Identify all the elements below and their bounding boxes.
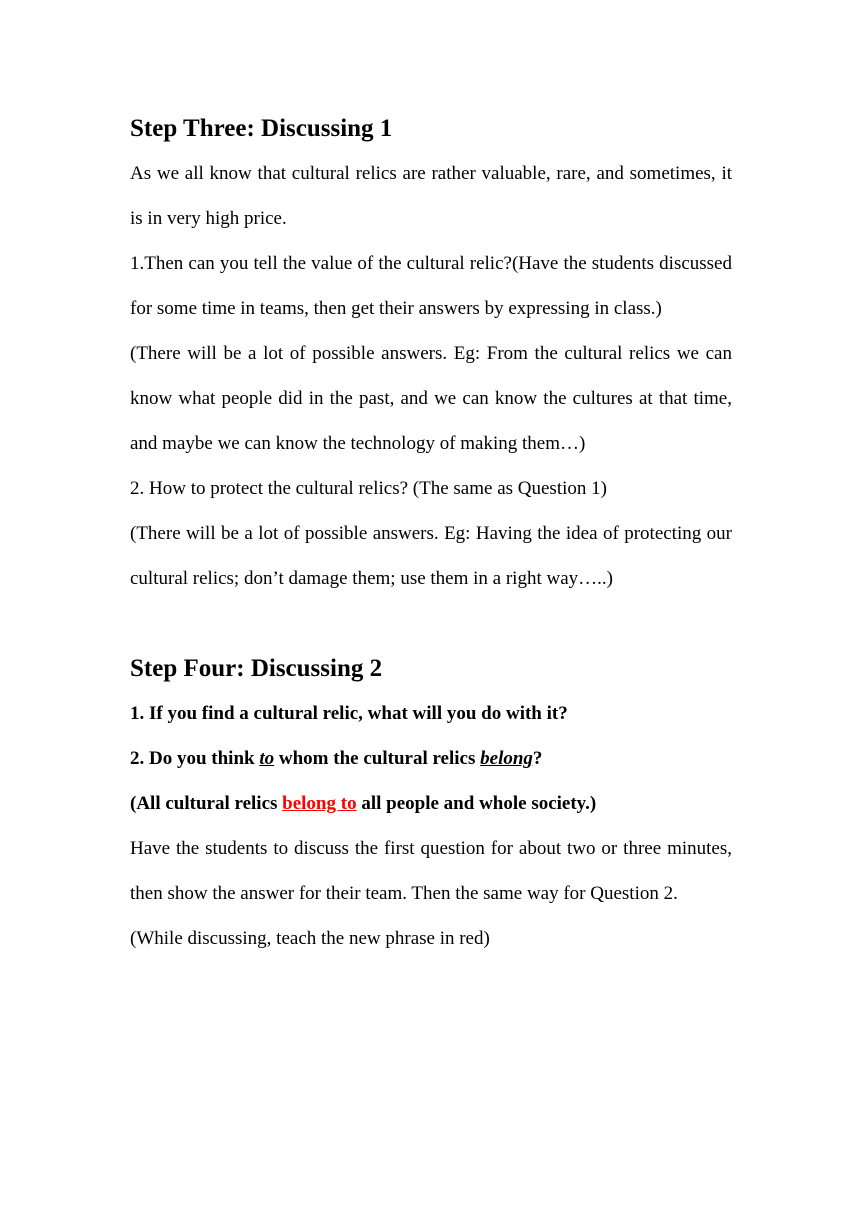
red-phrase: belong to	[282, 793, 357, 814]
section-step-three	[130, 106, 732, 601]
answer-2: (There will be a lot of possible answers. Eg: Having the idea of protecting our cultural relics; don’t damage them; use them in a right way…..)	[130, 523, 732, 589]
section-step-four	[130, 646, 732, 961]
question-2-text: 2. Do you think	[130, 748, 260, 769]
section-spacer	[130, 601, 732, 646]
answer-text: all people and whole society.)	[356, 793, 597, 814]
instructions-paragraph: Have the students to discuss the first question for about two or three minutes, then show the answer for their team. Then the same way for Question 2.	[130, 838, 732, 904]
intro-paragraph: As we all know that cultural relics are rather valuable, rare, and sometimes, it is in very high price.	[130, 163, 732, 229]
emphasized-word-belong: belong	[480, 748, 533, 769]
document-page	[130, 106, 732, 961]
question-2: 2. How to protect the cultural relics? (The same as Question 1)	[130, 478, 607, 499]
section-heading: Step Three: Discussing 1	[130, 115, 393, 142]
teacher-note: (While discussing, teach the new phrase in red)	[130, 928, 490, 949]
emphasized-word-to: to	[259, 748, 275, 769]
section-heading: Step Four: Discussing 2	[130, 655, 383, 682]
question-1: 1.Then can you tell the value of the cultural relic?(Have the students discussed for some time in teams, then get their answers by expressing in class.)	[130, 253, 732, 319]
question-1: 1. If you find a cultural relic, what will you do with it?	[130, 703, 568, 724]
answer-text: (All cultural relics	[130, 793, 283, 814]
answer-1: (There will be a lot of possible answers. Eg: From the cultural relics we can know what people did in the past, and we can know the cultures at that time, and maybe we can know the technology of making them…)	[130, 343, 732, 454]
answer-line	[130, 781, 732, 826]
question-2-text: ?	[532, 748, 543, 769]
question-2	[130, 736, 732, 781]
question-2-text: whom the cultural relics	[274, 748, 481, 769]
